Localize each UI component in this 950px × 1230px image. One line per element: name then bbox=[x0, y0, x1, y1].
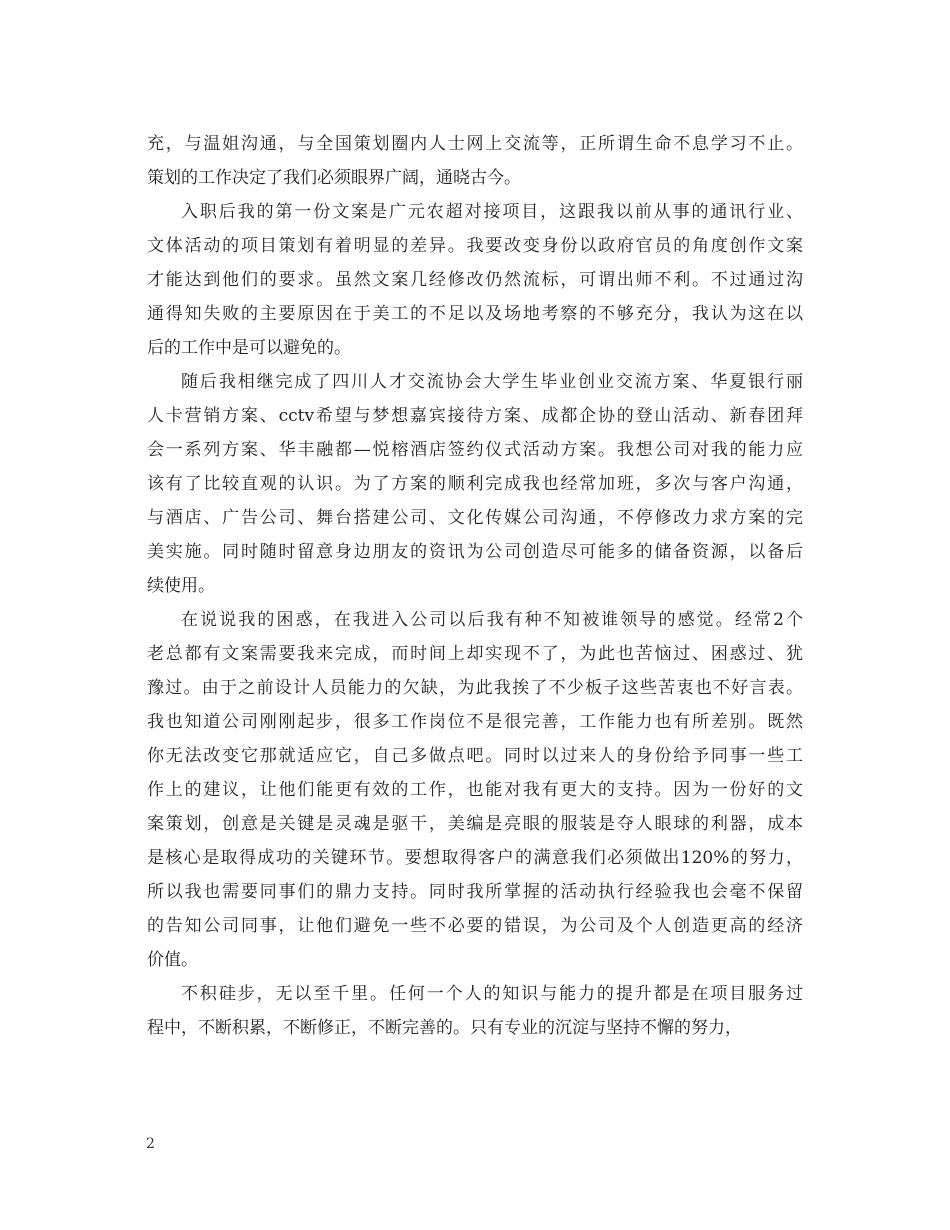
text-line: 随后我相继完成了四川人才交流协会大学生毕业创业交流方案、华夏银行丽 bbox=[181, 372, 803, 392]
text-line: 的告知公司同事，让他们避免一些不必要的错误，为公司及个人创造更高的经济 bbox=[147, 916, 803, 936]
text-line: 我也知道公司刚刚起步，很多工作岗位不是很完善，工作能力也有所差别。既然 bbox=[147, 712, 803, 732]
text-line: 与酒店、广告公司、舞台搭建公司、文化传媒公司沟通，不停修改力求方案的完 bbox=[147, 508, 803, 528]
text-line: 续使用。 bbox=[147, 576, 215, 596]
text-line: 作上的建议，让他们能更有效的工作，也能对我有更大的支持。因为一份好的文 bbox=[147, 780, 803, 800]
text-line: 会一系列方案、华丰融都—悦榕酒店签约仪式活动方案。我想公司对我的能力应 bbox=[147, 440, 803, 460]
document-body bbox=[147, 127, 803, 1045]
text-line: 豫过。由于之前设计人员能力的欠缺，为此我挨了不少板子这些苦衷也不好言表。 bbox=[147, 678, 803, 698]
paragraph bbox=[147, 127, 803, 195]
text-line: 策划的工作决定了我们必须眼界广阔，通晓古今。 bbox=[147, 168, 521, 188]
paragraph bbox=[147, 195, 803, 365]
text-line: 后的工作中是可以避免的。 bbox=[147, 338, 351, 358]
text-line: 该有了比较直观的认识。为了方案的顺利完成我也经常加班，多次与客户沟通， bbox=[147, 474, 803, 494]
text-line: 老总都有文案需要我来完成，而时间上却实现不了，为此也苦恼过、困惑过、犹 bbox=[147, 644, 803, 664]
text-line: 价值。 bbox=[147, 950, 198, 970]
text-line: 案策划，创意是关键是灵魂是驱干，美编是亮眼的服装是夺人眼球的利器，成本 bbox=[147, 814, 803, 834]
text-line: 程中，不断积累，不断修正，不断完善的。只有专业的沉淀与坚持不懈的努力， bbox=[147, 1018, 742, 1038]
paragraph bbox=[147, 977, 803, 1045]
text-line: 人卡营销方案、cctv希望与梦想嘉宾接待方案、成都企协的登山活动、新春团拜 bbox=[147, 406, 803, 426]
text-line: 文体活动的项目策划有着明显的差异。我要改变身份以政府官员的角度创作文案 bbox=[147, 236, 803, 256]
text-line: 不积硅步，无以至千里。任何一个人的知识与能力的提升都是在项目服务过 bbox=[181, 984, 803, 1004]
text-line: 你无法改变它那就适应它，自己多做点吧。同时以过来人的身份给予同事一些工 bbox=[147, 746, 803, 766]
text-line: 所以我也需要同事们的鼎力支持。同时我所掌握的活动执行经验我也会毫不保留 bbox=[147, 882, 803, 902]
text-line: 美实施。同时随时留意身边朋友的资讯为公司创造尽可能多的储备资源，以备后 bbox=[147, 542, 803, 562]
paragraph bbox=[147, 603, 803, 977]
text-line: 才能达到他们的要求。虽然文案几经修改仍然流标，可谓出师不利。不过通过沟 bbox=[147, 270, 803, 290]
page-number: 2 bbox=[146, 1136, 155, 1152]
paragraph bbox=[147, 365, 803, 603]
text-line: 充，与温姐沟通，与全国策划圈内人士网上交流等，正所谓生命不息学习不止。 bbox=[147, 134, 803, 154]
text-line: 在说说我的困惑，在我进入公司以后我有种不知被谁领导的感觉。经常2个 bbox=[181, 610, 803, 630]
text-line: 通得知失败的主要原因在于美工的不足以及场地考察的不够充分，我认为这在以 bbox=[147, 304, 803, 324]
text-line: 是核心是取得成功的关键环节。要想取得客户的满意我们必须做出120%的努力， bbox=[147, 848, 803, 868]
text-line: 入职后我的第一份文案是广元农超对接项目，这跟我以前从事的通讯行业、 bbox=[181, 202, 803, 222]
